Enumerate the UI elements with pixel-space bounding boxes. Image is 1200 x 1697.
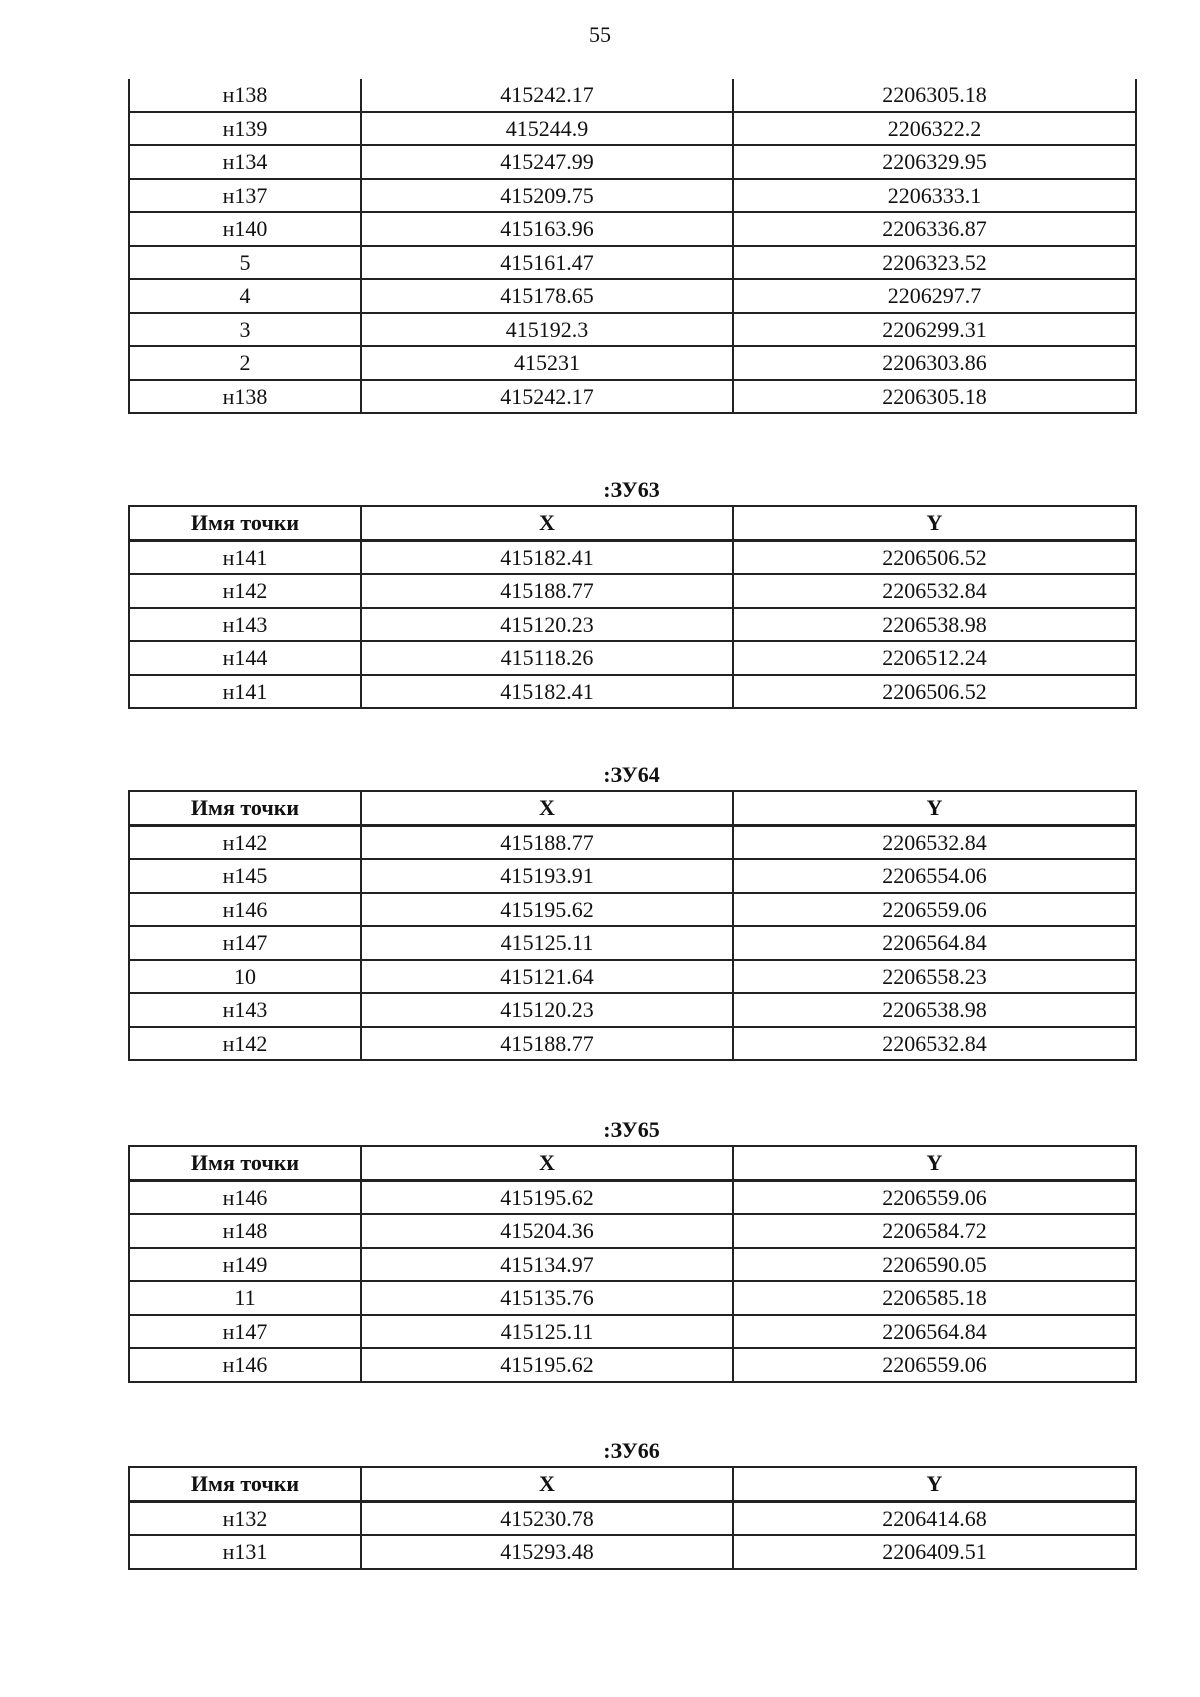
column-header-x: X bbox=[361, 506, 733, 540]
table-row bbox=[129, 675, 1136, 709]
coordinates-table bbox=[128, 790, 1137, 1061]
point-name: н142 bbox=[129, 1027, 361, 1061]
y-value: 2206554.06 bbox=[733, 859, 1136, 893]
y-value: 2206414.68 bbox=[733, 1501, 1136, 1535]
y-value: 2206322.2 bbox=[733, 112, 1136, 146]
column-header-x: X bbox=[361, 1467, 733, 1501]
page-number: 55 bbox=[589, 22, 611, 47]
point-name: н146 bbox=[129, 1180, 361, 1214]
y-value: 2206532.84 bbox=[733, 825, 1136, 859]
table-row bbox=[129, 641, 1136, 675]
y-value: 2206559.06 bbox=[733, 893, 1136, 927]
y-value: 2206305.18 bbox=[733, 79, 1136, 112]
x-value: 415121.64 bbox=[361, 960, 733, 994]
point-name: н143 bbox=[129, 993, 361, 1027]
x-value: 415188.77 bbox=[361, 1027, 733, 1061]
column-header-name: Имя точки bbox=[129, 791, 361, 825]
table-row bbox=[129, 1315, 1136, 1349]
table-header-row bbox=[129, 791, 1136, 825]
table-row bbox=[129, 825, 1136, 859]
point-name: н140 bbox=[129, 212, 361, 246]
column-header-y: Y bbox=[733, 1467, 1136, 1501]
point-name: н147 bbox=[129, 926, 361, 960]
point-name: н134 bbox=[129, 145, 361, 179]
column-header-name: Имя точки bbox=[129, 1467, 361, 1501]
table-row bbox=[129, 1281, 1136, 1315]
table-row bbox=[129, 112, 1136, 146]
point-name: 11 bbox=[129, 1281, 361, 1315]
point-name: н145 bbox=[129, 859, 361, 893]
y-value: 2206559.06 bbox=[733, 1180, 1136, 1214]
y-value: 2206559.06 bbox=[733, 1348, 1136, 1382]
table-row bbox=[129, 179, 1136, 213]
table-row bbox=[129, 926, 1136, 960]
point-name: н139 bbox=[129, 112, 361, 146]
y-value: 2206532.84 bbox=[733, 1027, 1136, 1061]
y-value: 2206297.7 bbox=[733, 279, 1136, 313]
table-row bbox=[129, 246, 1136, 280]
x-value: 415195.62 bbox=[361, 1348, 733, 1382]
point-name: н132 bbox=[129, 1501, 361, 1535]
table-row bbox=[129, 574, 1136, 608]
column-header-x: X bbox=[361, 791, 733, 825]
table-row bbox=[129, 1214, 1136, 1248]
y-value: 2206506.52 bbox=[733, 675, 1136, 709]
table-row bbox=[129, 145, 1136, 179]
coordinates-table bbox=[128, 1145, 1137, 1383]
point-name: н137 bbox=[129, 179, 361, 213]
point-name: н138 bbox=[129, 380, 361, 414]
table-row bbox=[129, 1501, 1136, 1535]
table-row bbox=[129, 1248, 1136, 1282]
table-row bbox=[129, 1535, 1136, 1569]
column-header-y: Y bbox=[733, 791, 1136, 825]
table-row bbox=[129, 346, 1136, 380]
x-value: 415118.26 bbox=[361, 641, 733, 675]
x-value: 415125.11 bbox=[361, 926, 733, 960]
y-value: 2206584.72 bbox=[733, 1214, 1136, 1248]
table-row bbox=[129, 279, 1136, 313]
section-zu63 bbox=[128, 475, 1135, 709]
x-value: 415242.17 bbox=[361, 79, 733, 112]
point-name: 5 bbox=[129, 246, 361, 280]
point-name: н141 bbox=[129, 675, 361, 709]
x-value: 415163.96 bbox=[361, 212, 733, 246]
x-value: 415244.9 bbox=[361, 112, 733, 146]
y-value: 2206538.98 bbox=[733, 608, 1136, 642]
x-value: 415120.23 bbox=[361, 993, 733, 1027]
x-value: 415204.36 bbox=[361, 1214, 733, 1248]
x-value: 415242.17 bbox=[361, 380, 733, 414]
x-value: 415120.23 bbox=[361, 608, 733, 642]
x-value: 415125.11 bbox=[361, 1315, 733, 1349]
x-value: 415182.41 bbox=[361, 675, 733, 709]
y-value: 2206538.98 bbox=[733, 993, 1136, 1027]
y-value: 2206336.87 bbox=[733, 212, 1136, 246]
x-value: 415230.78 bbox=[361, 1501, 733, 1535]
point-name: н146 bbox=[129, 893, 361, 927]
x-value: 415209.75 bbox=[361, 179, 733, 213]
point-name: 3 bbox=[129, 313, 361, 347]
y-value: 2206303.86 bbox=[733, 346, 1136, 380]
x-value: 415195.62 bbox=[361, 1180, 733, 1214]
y-value: 2206564.84 bbox=[733, 926, 1136, 960]
column-header-name: Имя точки bbox=[129, 506, 361, 540]
section-title: :ЗУ65 bbox=[603, 1117, 660, 1142]
y-value: 2206323.52 bbox=[733, 246, 1136, 280]
point-name: н142 bbox=[129, 825, 361, 859]
column-header-y: Y bbox=[733, 506, 1136, 540]
table-row bbox=[129, 893, 1136, 927]
point-name: н143 bbox=[129, 608, 361, 642]
point-name: 4 bbox=[129, 279, 361, 313]
x-value: 415188.77 bbox=[361, 574, 733, 608]
x-value: 415182.41 bbox=[361, 540, 733, 574]
point-name: н146 bbox=[129, 1348, 361, 1382]
point-name: 2 bbox=[129, 346, 361, 380]
y-value: 2206506.52 bbox=[733, 540, 1136, 574]
point-name: н147 bbox=[129, 1315, 361, 1349]
section-zu65 bbox=[128, 1115, 1135, 1383]
table-row bbox=[129, 859, 1136, 893]
y-value: 2206409.51 bbox=[733, 1535, 1136, 1569]
point-name: н138 bbox=[129, 79, 361, 112]
y-value: 2206585.18 bbox=[733, 1281, 1136, 1315]
point-name: н142 bbox=[129, 574, 361, 608]
y-value: 2206532.84 bbox=[733, 574, 1136, 608]
table-row bbox=[129, 313, 1136, 347]
x-value: 415178.65 bbox=[361, 279, 733, 313]
table-row bbox=[129, 1348, 1136, 1382]
point-name: 10 bbox=[129, 960, 361, 994]
point-name: н141 bbox=[129, 540, 361, 574]
x-value: 415293.48 bbox=[361, 1535, 733, 1569]
x-value: 415192.3 bbox=[361, 313, 733, 347]
coordinates-table bbox=[128, 79, 1137, 414]
y-value: 2206590.05 bbox=[733, 1248, 1136, 1282]
point-name: н148 bbox=[129, 1214, 361, 1248]
table-row bbox=[129, 212, 1136, 246]
x-value: 415247.99 bbox=[361, 145, 733, 179]
table-row bbox=[129, 1180, 1136, 1214]
column-header-y: Y bbox=[733, 1146, 1136, 1180]
table-header-row bbox=[129, 506, 1136, 540]
section-title: :ЗУ66 bbox=[603, 1438, 660, 1463]
table-row bbox=[129, 960, 1136, 994]
point-name: н131 bbox=[129, 1535, 361, 1569]
y-value: 2206299.31 bbox=[733, 313, 1136, 347]
table-header-row bbox=[129, 1467, 1136, 1501]
table-row bbox=[129, 540, 1136, 574]
y-value: 2206564.84 bbox=[733, 1315, 1136, 1349]
section-zu64 bbox=[128, 760, 1135, 1061]
point-name: н144 bbox=[129, 641, 361, 675]
x-value: 415188.77 bbox=[361, 825, 733, 859]
x-value: 415193.91 bbox=[361, 859, 733, 893]
x-value: 415161.47 bbox=[361, 246, 733, 280]
table-row bbox=[129, 79, 1136, 112]
section-title: :ЗУ63 bbox=[603, 477, 660, 502]
table-row bbox=[129, 608, 1136, 642]
y-value: 2206512.24 bbox=[733, 641, 1136, 675]
y-value: 2206333.1 bbox=[733, 179, 1136, 213]
table-row bbox=[129, 380, 1136, 414]
table-row bbox=[129, 1027, 1136, 1061]
y-value: 2206305.18 bbox=[733, 380, 1136, 414]
x-value: 415134.97 bbox=[361, 1248, 733, 1282]
table-row bbox=[129, 993, 1136, 1027]
coordinates-table bbox=[128, 1466, 1137, 1570]
y-value: 2206558.23 bbox=[733, 960, 1136, 994]
column-header-name: Имя точки bbox=[129, 1146, 361, 1180]
column-header-x: X bbox=[361, 1146, 733, 1180]
point-name: н149 bbox=[129, 1248, 361, 1282]
coordinates-table bbox=[128, 505, 1137, 709]
x-value: 415135.76 bbox=[361, 1281, 733, 1315]
coordinates-table-continuation bbox=[128, 79, 1135, 414]
section-zu66 bbox=[128, 1436, 1135, 1570]
x-value: 415231 bbox=[361, 346, 733, 380]
table-header-row bbox=[129, 1146, 1136, 1180]
section-title: :ЗУ64 bbox=[603, 762, 660, 787]
x-value: 415195.62 bbox=[361, 893, 733, 927]
y-value: 2206329.95 bbox=[733, 145, 1136, 179]
